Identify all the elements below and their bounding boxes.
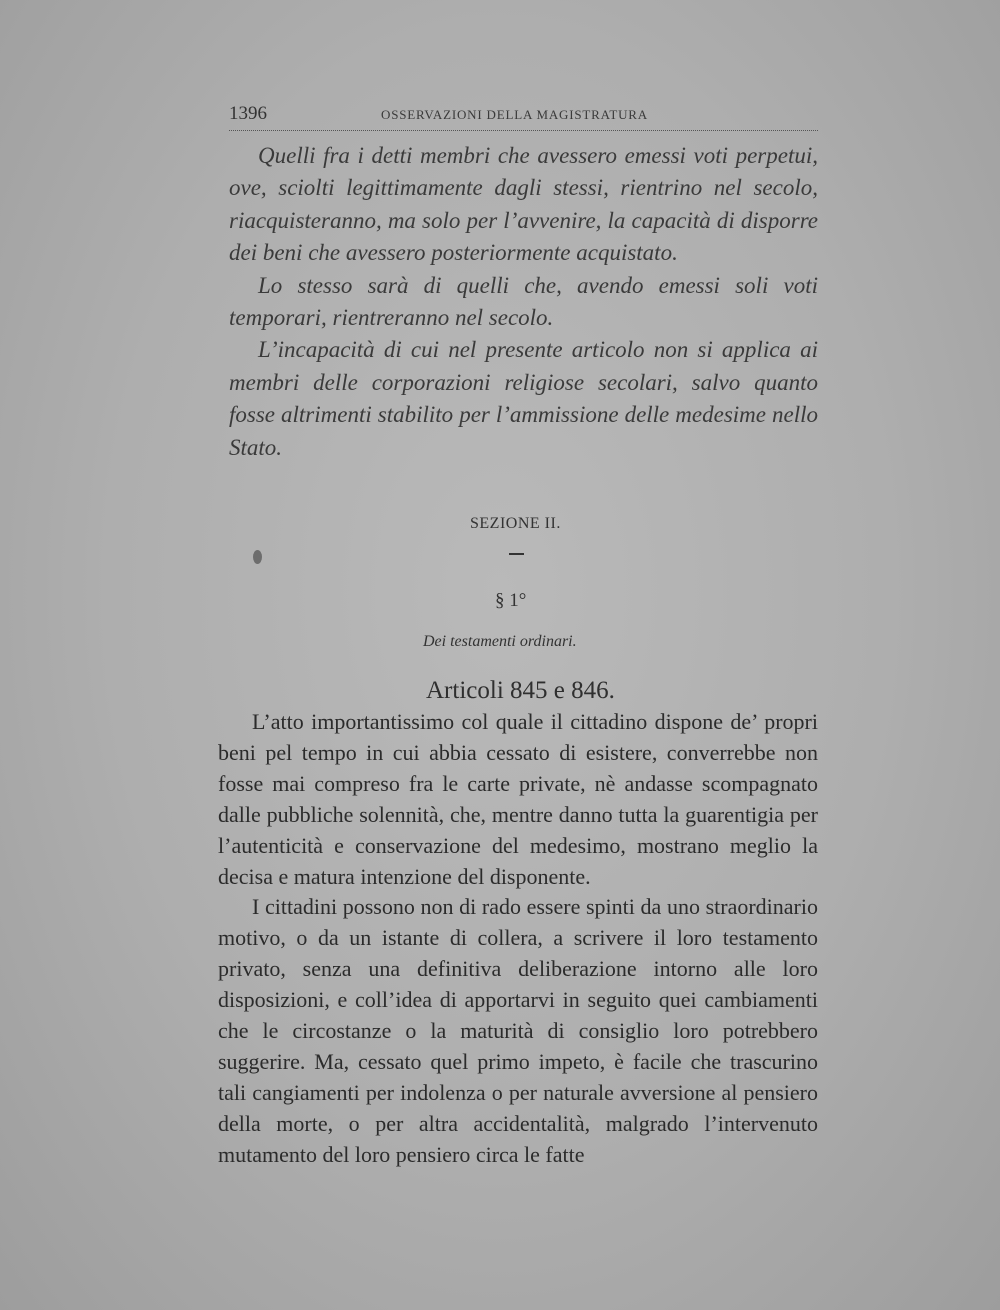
running-title: OSSERVAZIONI DELLA MAGISTRATURA — [381, 107, 648, 122]
italic-paragraph: L’incapacità di cui nel presente articolo non si applica ai membri delle corporazioni religiose secolari, salvo quanto fosse altrimenti stabilito per l’ammissione delle medesime nello Stato. — [229, 337, 818, 460]
italic-paragraph: Quelli fra i detti membri che avessero emessi voti perpetui, ove, sciolti legittimamente dagli stessi, rientrino nel secolo, riacquisteranno, ma solo per l’avvenire, la capacità di disporre dei beni che avessero posteriormente acquistato. — [229, 143, 818, 266]
body-text — [218, 707, 818, 1171]
italic-statute-text — [229, 140, 818, 464]
section-label: SEZIONE II. — [470, 515, 561, 532]
body-paragraph: L’atto importantissimo col quale il cittadino dispone de’ propri beni pel tempo in cui abbia cessato di esistere, converrebbe non fosse mai compreso fra le carte private, nè andasse scompagnato dalle pubbliche solennità, che, mentre danno tutta la guarentigia per l’autenticità e conservazione del medesimo, mostrano meglio la decisa e matura intenzione del disponente. — [218, 709, 818, 889]
page-header — [229, 103, 818, 129]
paragraph-mark: § 1° — [495, 590, 527, 611]
body-paragraph: I cittadini possono non di rado essere spinti da uno straordinario motivo, o da un istante di collera, a scrivere il loro testamento privato, senza una definitiva deliberazione intorno alle loro disposizioni, e coll’idea di apportarvi in seguito quei cambiamenti che le circostanze o la maturità di consiglio loro potrebbero suggerire. Ma, cessato quel primo impeto, è facile che trascurino tali cangiamenti per indolenza o per naturale avversione al pensiero della morte, o per altra accidentalità, malgrado l’intervenuto mutamento del loro pensiero circa le fatte — [218, 894, 818, 1167]
ink-speck — [253, 550, 262, 564]
article-heading: Articoli 845 e 846. — [426, 677, 615, 704]
section-divider — [509, 553, 524, 555]
header-rule — [229, 130, 818, 131]
italic-paragraph: Lo stesso sarà di quelli che, avendo emessi soli voti temporari, rientreranno nel secolo. — [229, 272, 818, 331]
page-number: 1396 — [229, 103, 267, 124]
subsection-title: Dei testamenti ordinari. — [423, 633, 577, 650]
